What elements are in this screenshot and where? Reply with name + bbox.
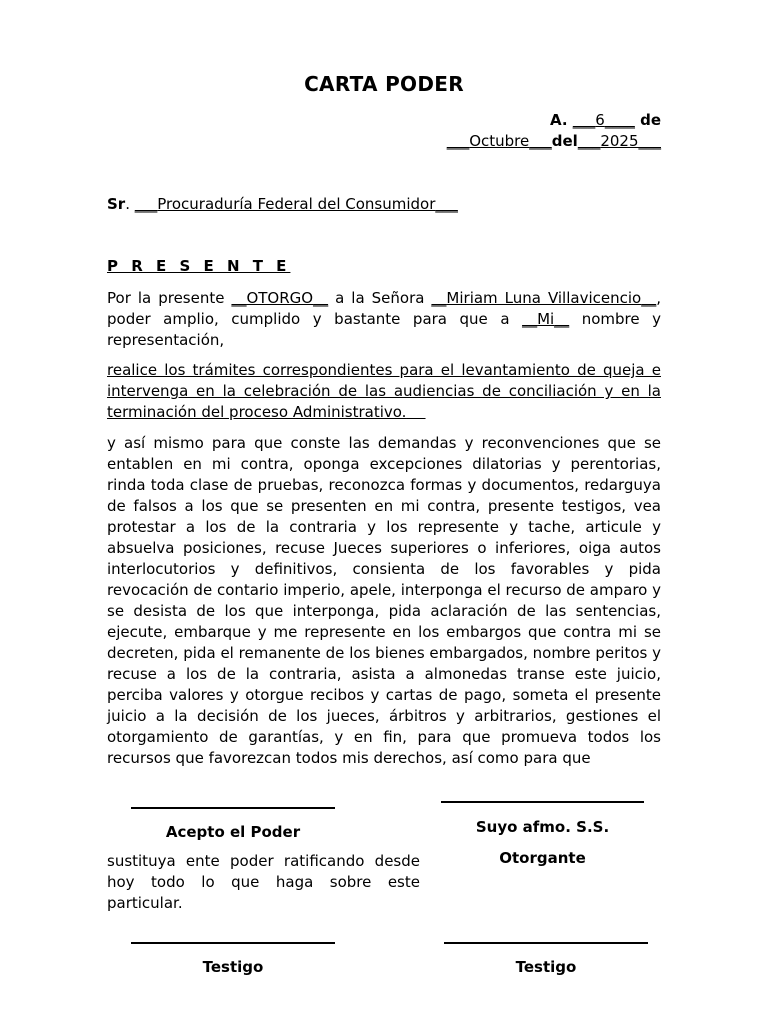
paragraph-4: sustituya ente poder ratificando desde hoy todo lo que haga sobre este particular. xyxy=(107,852,420,912)
paragraph-3: y así mismo para que conste las demandas y reconvenciones que se entablen en mi contra, oponga excepciones dilatorias y perentorias, rinda toda clase de pruebas, reconozca formas y documentos, redarguya de falsos a los que se presenten en mi contra, presente testigos, vea protestar a los de la contraria y los represente y tache, articule y absuelva posiciones, recuse Jueces superiores o inferiores, oiga autos interlocutorios y definitivos, consienta de los favorables y pida revocación de contario imperio, apele, interponga el recurso de amparo y se desista de los que interponga, pida aclaración de las sentencias, ejecute, embarque y me represente en los embargos que contra mi se decreten, pida el remanente de los bienes embargados, nombre peritos y recuse a los de la contraria, asista a almonedas transe este juicio, perciba valores y otorgue recibos y cartas de pago, someta el presente juicio a la decisión de los jueces, árbitros y arbitrarios, gestiones el otorgamiento de garantías, y en fin, para que promueva todos los recursos que favorezcan todos mis derechos, así como para que xyxy=(107,434,661,767)
date-year: ___2025___ xyxy=(577,132,661,150)
date-line-2 xyxy=(447,132,661,150)
label-acepto-poder: Acepto el Poder xyxy=(165,823,301,841)
document-title: CARTA PODER xyxy=(304,72,464,96)
recipient-name: ___Procuraduría Federal del Consumidor___ xyxy=(134,195,458,213)
label-testigo-left: Testigo xyxy=(202,958,264,976)
grantee-name: __Miriam Luna Villavicencio__ xyxy=(431,289,657,307)
pronoun-field: __Mi__ xyxy=(522,310,570,328)
date-line-1 xyxy=(550,111,661,129)
date-prefix: A. xyxy=(549,111,568,129)
recipient-label: Sr xyxy=(107,195,126,213)
signature-line-otorgante xyxy=(441,801,644,803)
label-suyo: Suyo afmo. S.S. xyxy=(475,818,610,836)
signature-line-testigo-left xyxy=(131,942,335,944)
grant-action: __OTORGO__ xyxy=(231,289,329,307)
salutation: P R E S E N T E xyxy=(107,257,291,275)
date-del: del xyxy=(551,132,578,150)
paragraph-1: Por la presente __OTORGO__ a la Señora __Miriam Luna Villavicencio__, poder amplio, cumplido y bastante para que a __Mi__ nombre y representación, xyxy=(107,289,666,349)
signature-line-testigo-right xyxy=(444,942,648,944)
signature-line-acepto xyxy=(131,807,335,809)
label-testigo-right: Testigo xyxy=(515,958,577,976)
recipient-line: Sr. ___Procuraduría Federal del Consumidor___ xyxy=(107,195,458,213)
label-otorgante: Otorgante xyxy=(499,849,586,867)
date-day: ___6____ xyxy=(572,111,635,129)
date-de: de xyxy=(640,111,661,129)
paragraph-2: realice los trámites correspondientes para el levantamiento de queja e intervenga en la celebración de las audiencias de conciliación y en la terminación del proceso Administrativo. xyxy=(107,361,661,421)
date-month: ___Octubre___ xyxy=(446,132,552,150)
